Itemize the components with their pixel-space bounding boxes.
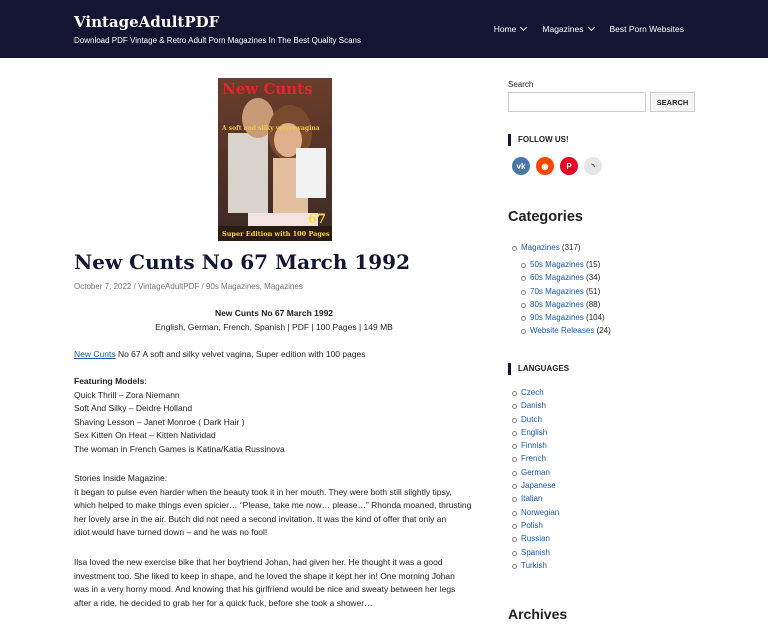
- search-input[interactable]: [508, 92, 646, 112]
- chevron-down-icon: [587, 24, 594, 31]
- story-2: [74, 556, 479, 610]
- post-intro: [74, 348, 479, 362]
- category-count: (51): [583, 286, 601, 296]
- category-count: (317): [559, 243, 581, 252]
- models-heading-label: Featuring Models: [74, 376, 145, 386]
- categories-list: [512, 241, 581, 254]
- model-line: Shaving Lesson – Janet Monroe ( Dark Hair ): [74, 416, 245, 427]
- story-line: investment too. She liked to keep in shape, and he loved the shape it kept her in! One morning Johan: [74, 570, 455, 581]
- post-meta: October 7, 2022 / VintageAdultPDF / 90s Magazines, Magazines: [74, 282, 303, 291]
- category-link[interactable]: 50s Magazines: [530, 260, 584, 269]
- language-link[interactable]: Japanese: [521, 481, 556, 491]
- list-item: [512, 439, 559, 452]
- chevron-down-icon: [520, 24, 527, 31]
- rss-icon[interactable]: ◝: [584, 157, 602, 175]
- category-link[interactable]: 60s Magazines: [530, 273, 584, 283]
- list-item: [512, 506, 559, 519]
- story-line: Ilsa loved the new exercise bike that her boyfriend Johan, had given her. He thought it was a good: [74, 557, 443, 567]
- nav-item-best-porn-websites[interactable]: [610, 24, 685, 34]
- categories-heading: Categories: [508, 209, 583, 225]
- list-item: [521, 285, 611, 298]
- subcategories-list: [521, 258, 611, 338]
- category-count: (34): [583, 273, 601, 283]
- list-item: [521, 324, 611, 337]
- language-link[interactable]: English: [521, 427, 548, 437]
- post-heading: New Cunts No 67 March 1992: [214, 308, 334, 318]
- search-button[interactable]: SEARCH: [650, 92, 695, 112]
- model-line: Sex Kitten On Heat – Kitten Natividad: [74, 430, 216, 440]
- list-item: [512, 466, 559, 479]
- vk-icon[interactable]: vk: [512, 157, 530, 175]
- cover-title: New Cunts: [222, 80, 313, 98]
- story-line: was in a very horny mood. And knowing that his girlfriend would be nice and sweaty between her legs: [74, 584, 456, 594]
- pinterest-icon[interactable]: P: [560, 157, 578, 175]
- list-item: [512, 546, 559, 559]
- story-line: after a ride, he decided to grab her for a quick fuck, before she took a shower…: [74, 597, 373, 608]
- list-item: [512, 241, 581, 254]
- model-line: Quick Thrill – Zora Niemann: [74, 389, 180, 400]
- models-heading-colon: :: [144, 376, 147, 386]
- list-item: [512, 492, 559, 505]
- stories-section: [74, 472, 479, 540]
- category-count: (24): [594, 326, 611, 336]
- language-link[interactable]: Italian: [521, 494, 543, 504]
- list-item: [521, 298, 611, 311]
- list-item: [521, 258, 611, 271]
- magazine-cover-image[interactable]: [218, 78, 332, 241]
- list-item: [512, 452, 559, 465]
- search-label: Search: [508, 80, 534, 89]
- language-link[interactable]: Norwegian: [521, 507, 560, 517]
- language-link[interactable]: Turkish: [521, 560, 547, 570]
- site-description: Download PDF Vintage & Retro Adult Porn Magazines In The Best Quality Scans: [74, 36, 361, 45]
- language-link[interactable]: Spanish: [521, 547, 550, 557]
- list-item: [512, 386, 559, 399]
- languages-list: [512, 386, 559, 572]
- cover-tagline: A soft and silky velvet vagina: [222, 125, 320, 132]
- language-link[interactable]: Russian: [521, 534, 550, 544]
- language-link[interactable]: Finnish: [521, 441, 547, 451]
- language-link[interactable]: German: [521, 467, 550, 477]
- post-title: New Cunts No 67 March 1992: [74, 250, 411, 274]
- nav-label: Best Porn Websites: [609, 24, 684, 34]
- intro-link[interactable]: New Cunts: [74, 349, 116, 359]
- main-nav: [478, 24, 684, 34]
- list-item: [521, 311, 611, 324]
- nav-label: Home: [493, 24, 517, 34]
- model-line: Soft And Silky – Deidre Holland: [74, 403, 193, 413]
- list-item: [512, 559, 559, 572]
- site-title[interactable]: VintageAdultPDF: [74, 13, 220, 31]
- category-link[interactable]: 70s Magazines: [530, 286, 584, 296]
- languages-heading: LANGUAGES: [508, 363, 569, 375]
- language-link[interactable]: Dutch: [521, 414, 542, 424]
- cover-issue: 67: [308, 212, 327, 227]
- list-item: [512, 413, 559, 426]
- list-item: [512, 479, 559, 492]
- follow-heading: FOLLOW US!: [508, 134, 569, 146]
- model-line: The woman in French Games is Katina/Katia Russinova: [74, 443, 285, 454]
- language-link[interactable]: Polish: [521, 520, 543, 530]
- post-specs: English, German, French, Spanish | PDF | 100 Pages | 149 MB: [155, 322, 393, 332]
- archives-heading: Archives: [508, 606, 568, 622]
- story-line: which helped to make things even spicier… “Please, take me now… please…” Rhonda moaned, thrusting: [74, 500, 472, 510]
- cover-banner: Super Edition with 100 Pages: [222, 230, 330, 238]
- list-item: [512, 519, 559, 532]
- list-item: [521, 271, 611, 284]
- story-line: It began to pulse even harder when the beauty took it in her mouth. They were both still slightly tipsy,: [74, 486, 452, 497]
- language-link[interactable]: French: [521, 454, 546, 464]
- models-section: [74, 375, 479, 456]
- social-links: [512, 157, 602, 175]
- category-link[interactable]: Website Releases: [530, 326, 595, 336]
- nav-label: Magazines: [542, 24, 584, 34]
- story-line: her lovely arse in the air. Butch did not need a second invitation. It was the kind of offer that only an: [74, 513, 447, 524]
- nav-item-home[interactable]: [494, 24, 527, 34]
- language-link[interactable]: Danish: [521, 401, 546, 411]
- list-item: [512, 532, 559, 545]
- story-line: idiot would have turned down – and he was no fool!: [74, 527, 268, 537]
- nav-item-magazines[interactable]: [542, 24, 593, 34]
- category-count: (88): [583, 299, 601, 309]
- models-heading: [74, 375, 479, 389]
- category-link[interactable]: Magazines: [521, 243, 560, 252]
- list-item: [512, 426, 559, 439]
- list-item: [512, 399, 559, 412]
- stories-heading: Stories Inside Magazine:: [74, 473, 168, 483]
- site-header: [0, 0, 768, 58]
- reddit-icon[interactable]: ◉: [536, 157, 554, 175]
- category-count: (104): [583, 313, 605, 323]
- category-link[interactable]: 90s Magazines: [530, 313, 584, 323]
- intro-text: No 67 A soft and silky velvet vagina, Super edition with 100 pages: [115, 349, 366, 359]
- language-link[interactable]: Czech: [521, 388, 544, 397]
- category-link[interactable]: 80s Magazines: [530, 299, 584, 309]
- category-count: (15): [583, 260, 601, 269]
